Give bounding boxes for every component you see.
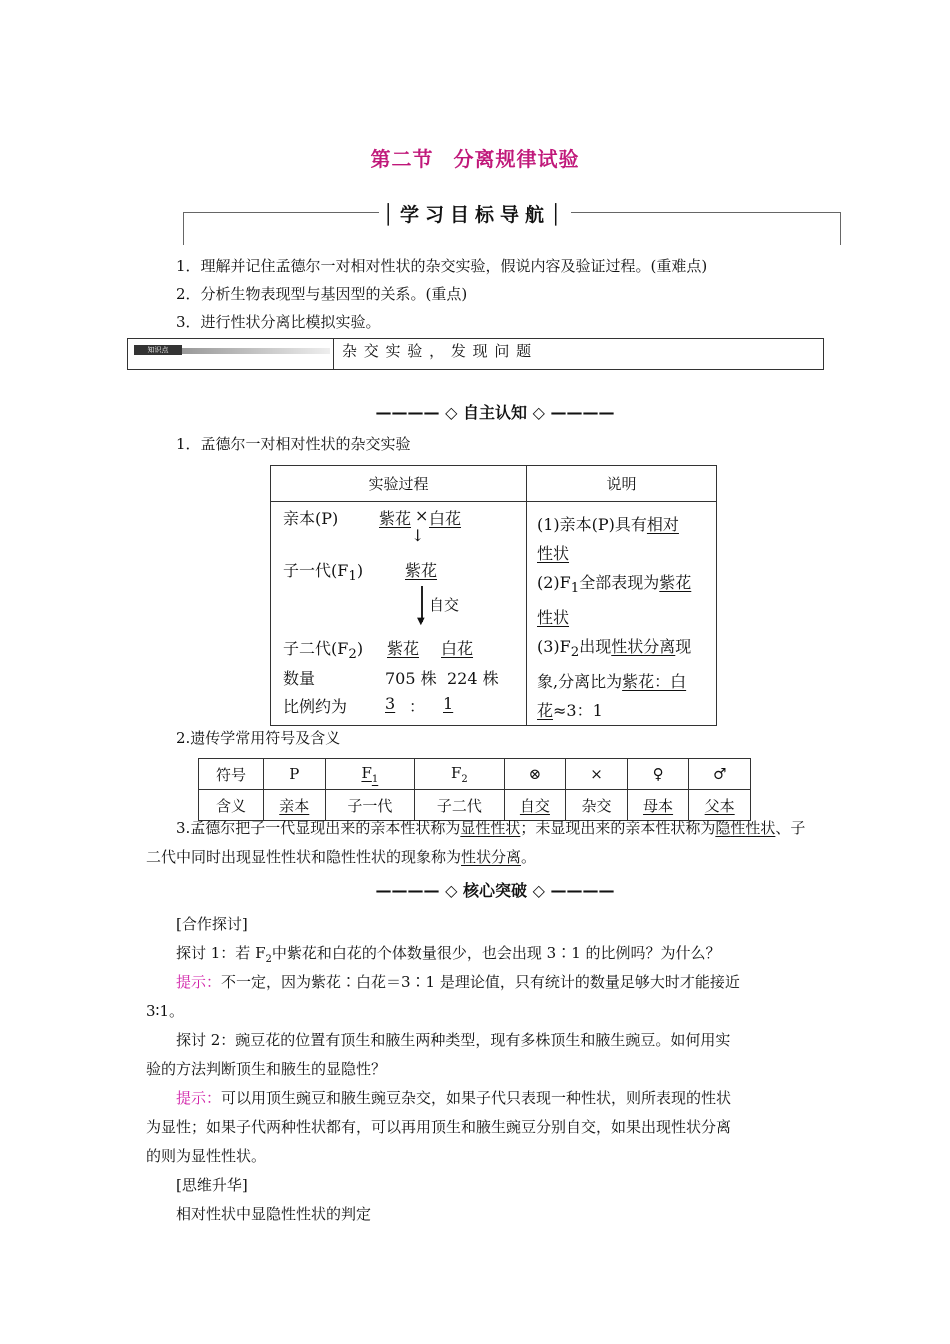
symbol-p: P — [264, 759, 326, 790]
objective-2: 2．分析生物表现型与基因型的关系。(重点) — [176, 285, 468, 303]
answer-2-line1: 提示：可以用顶生豌豆和腋生豌豆杂交，如果子代只表现一种性状，则所表现的性状 — [176, 1089, 732, 1107]
experiment-table — [270, 465, 717, 726]
answer-2-line3: 的则为显性性状。 — [146, 1147, 267, 1165]
symbol-cross: × — [566, 759, 628, 790]
exp-heading: 1．孟德尔一对相对性状的杂交实验 — [176, 435, 411, 453]
paragraph-3: 3.孟德尔把子一代显现出来的亲本性状称为显性性状；未显现出来的亲本性状称为隐性性状、子二代中同时出现显性性状和隐性性状的现象称为性状分离。 — [146, 819, 806, 866]
note-1: (1)亲本(P)具有相对 — [537, 515, 679, 534]
meaning-f2: 子二代 — [415, 790, 505, 821]
symbol-male: ♂ — [689, 759, 751, 790]
cross-symbol: × — [415, 506, 429, 525]
answer-1-line2: 3∶1。 — [146, 1002, 184, 1020]
objective-3: 3．进行性状分离比模拟实验。 — [176, 313, 381, 331]
f1-row — [283, 558, 438, 585]
banner-label: │学习目标导航│ — [379, 204, 572, 226]
note-1b: 性状 — [537, 544, 570, 563]
symbols-row1-label: 符号 — [199, 759, 264, 790]
f2-label: 子二代(F — [283, 639, 349, 658]
section-self-study: ———— ◇ 自主认知 ◇ ———— — [375, 403, 615, 422]
knowledge-tag: 知识点 — [134, 345, 182, 355]
page-title — [0, 143, 950, 172]
meaning-selfing: 自交 — [504, 790, 566, 821]
section-number: 第二节 — [370, 147, 434, 171]
symbol-female: ♀ — [627, 759, 689, 790]
f2-sub: 2 — [348, 647, 357, 663]
arrow-down-2-head: ▼ — [417, 616, 425, 627]
knowledge-divider — [333, 339, 334, 369]
count-b: 224 株 — [447, 669, 499, 688]
count-row — [283, 666, 499, 689]
meaning-p: 亲本 — [264, 790, 326, 821]
parent-label: 亲本(P) — [283, 509, 339, 528]
section-name: 分离规律试验 — [453, 147, 580, 171]
question-2-line1: 探讨 2：豌豆花的位置有顶生和腋生两种类型，现有多株顶生和腋生豌豆。如何用实 — [176, 1031, 731, 1049]
question-2-line2: 验的方法判断顶生和腋生的显隐性？ — [146, 1060, 387, 1078]
symbol-selfing: ⊗ — [504, 759, 566, 790]
exp-col-note: 说明 — [527, 466, 717, 502]
question-1: 探讨 1：若 $F_2$中紫花和白花的个体数量很少，也会出现 3∶1 的比例吗？为什么？ — [176, 944, 721, 965]
symbols-heading: 2.遗传学常用符号及含义 — [176, 729, 341, 747]
symbol-f2: $F_2$ — [415, 759, 505, 790]
last-line: 相对性状中显隐性性状的判定 — [176, 1205, 372, 1223]
f2-row — [283, 636, 474, 663]
parent-a: 紫花 — [379, 509, 412, 528]
ratio-b: 1 — [443, 694, 454, 713]
ratio-row — [283, 694, 454, 717]
f2-close: ) — [356, 639, 364, 658]
knowledge-box — [127, 338, 824, 370]
parent-row — [283, 506, 462, 529]
discussion-tag-2: [思维升华] — [176, 1176, 248, 1194]
count-label: 数量 — [283, 669, 316, 688]
exp-col-process: 实验过程 — [271, 466, 527, 502]
meaning-male: 父本 — [689, 790, 751, 821]
f1-label: 子一代(F — [283, 561, 349, 580]
hint-label-2: 提示： — [176, 1089, 222, 1107]
f1-close: ) — [356, 561, 364, 580]
count-a: 705 株 — [385, 669, 437, 688]
parent-b: 白花 — [429, 509, 462, 528]
objective-1: 1．理解并记住孟德尔一对相对性状的杂交实验，假说内容及验证过程。(重难点) — [176, 257, 708, 275]
exp-note-cell — [527, 502, 717, 726]
exp-process-cell — [271, 502, 527, 726]
meaning-f1: 子一代 — [325, 790, 415, 821]
hint-label-1: 提示： — [176, 973, 222, 991]
f1-value: 紫花 — [405, 561, 438, 580]
answer-1-line1: 提示：不一定，因为紫花∶白花＝3∶1 是理论值，只有统计的数量足够大时才能接近 — [176, 973, 740, 991]
meaning-female: 母本 — [627, 790, 689, 821]
note-2: $(2)F_1$全部表现为紫花 — [537, 573, 692, 597]
knowledge-title: 杂 交 实 验 ， 发 现 问 题 — [342, 342, 533, 360]
note-3c: 花≈3：1 — [537, 701, 603, 721]
note-3b: 象,分离比为紫花：白 — [537, 672, 687, 692]
f1-sub: 1 — [348, 569, 357, 585]
section-core: ———— ◇ 核心突破 ◇ ———— — [375, 881, 615, 900]
symbol-f1: $F_1$ — [325, 759, 415, 790]
f2-a: 紫花 — [387, 639, 420, 658]
symbols-table — [198, 758, 751, 821]
note-3: $(3)F_2$出现性状分离现 — [537, 637, 692, 661]
ratio-sep: ： — [409, 697, 426, 716]
selfing-label: 自交 — [429, 596, 460, 614]
banner — [0, 200, 950, 227]
note-2b: 性状 — [537, 608, 570, 628]
arrow-down-1: ↓ — [411, 526, 425, 545]
meaning-cross: 杂交 — [566, 790, 628, 821]
ratio-label: 比例约为 — [283, 697, 348, 716]
discussion-tag: [合作探讨] — [176, 915, 248, 933]
symbols-row2-label: 含义 — [199, 790, 264, 821]
answer-2-line2: 为显性；如果子代两种性状都有，可以再用顶生和腋生豌豆分别自交，如果出现性状分离 — [146, 1118, 732, 1136]
ratio-a: 3 — [385, 694, 396, 713]
f2-b: 白花 — [441, 639, 474, 658]
knowledge-tag-bar — [182, 348, 330, 354]
